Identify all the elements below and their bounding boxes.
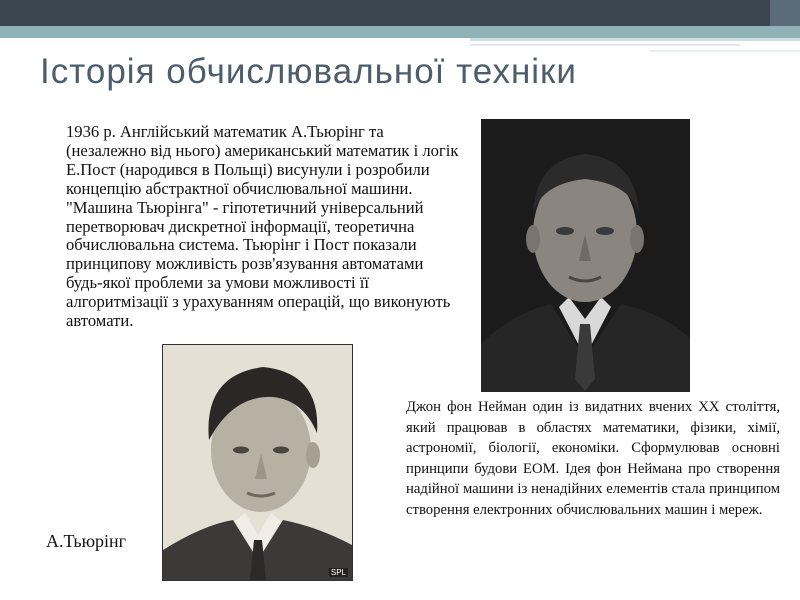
photo-watermark: SPL: [330, 568, 346, 577]
header-stripe: [0, 26, 800, 38]
turing-caption: А.Тьюрінг: [46, 531, 127, 551]
decor-line: [470, 44, 740, 46]
neumann-portrait: [481, 119, 690, 392]
header-band: [0, 0, 800, 26]
neumann-paragraph: Джон фон Нейман один із видатних вчених XX століття, який працював в областях математики, фізики, хімії, астрономії, біології, економіки. Сформулював основні принципи будови ЕОМ. Ідея фон Неймана про створення надійної машини із ненадійних елементів стала принципом створення електронних обчислювальних машин і мереж.: [406, 399, 780, 518]
header-accent-block: [770, 0, 800, 26]
turing-portrait: [162, 344, 353, 581]
neumann-portrait-drawing: [481, 119, 690, 392]
intro-paragraph: 1936 р. Англійський математик А.Тьюрінг та (незалежно від нього) американський математик і логік Е.Пост (народився в Польщі) висунули і розробили концепцію абстрактної обчислювальної машини. "Машина Тьюрінга" - гіпотетичний універсальний перетворювач дискретної інформації, теоретична обчислювальна система. Тьюрінг і Пост показали принципову можливість розв'язування автоматами будь-якої проблеми за умови можливості її алгоритмізації з урахуванням операцій, що виконують автомати.: [66, 122, 459, 331]
decor-line: [650, 50, 800, 52]
slide-title: Історія обчислювальної техніки: [40, 52, 577, 91]
decor-line: [470, 38, 800, 41]
turing-portrait-drawing: [163, 345, 352, 580]
